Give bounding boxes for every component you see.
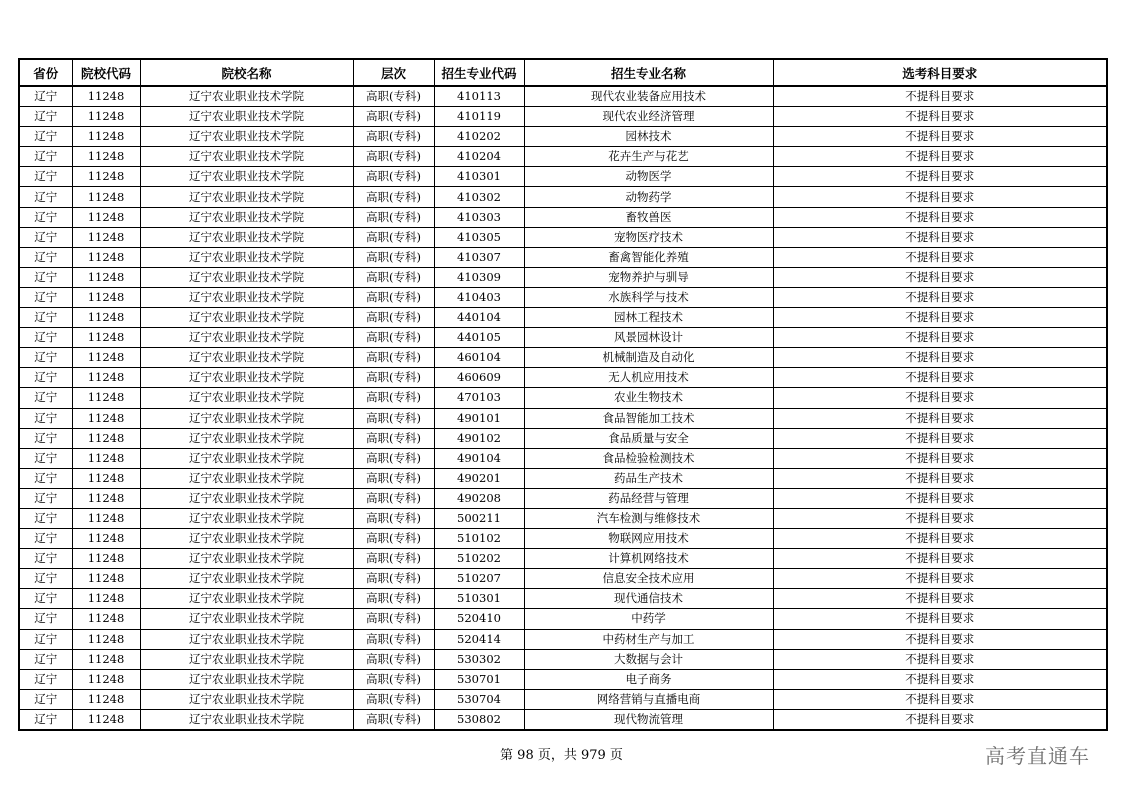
cell-school-code: 11248: [72, 589, 140, 609]
cell-major-code: 440104: [434, 308, 524, 328]
cell-subject-requirement: 不提科目要求: [773, 408, 1107, 428]
cell-school-code: 11248: [72, 569, 140, 589]
cell-subject-requirement: 不提科目要求: [773, 529, 1107, 549]
cell-major-name: 宠物养护与驯导: [524, 267, 773, 287]
cell-school-code: 11248: [72, 267, 140, 287]
cell-school-code: 11248: [72, 689, 140, 709]
table-row: [19, 428, 1107, 448]
cell-subject-requirement: 不提科目要求: [773, 689, 1107, 709]
cell-level: 高职(专科): [353, 428, 434, 448]
table-row: [19, 468, 1107, 488]
table-row: [19, 147, 1107, 167]
cell-school-name: 辽宁农业职业技术学院: [140, 569, 353, 589]
cell-level: 高职(专科): [353, 86, 434, 107]
cell-subject-requirement: 不提科目要求: [773, 227, 1107, 247]
cell-province: 辽宁: [19, 529, 72, 549]
table-row: [19, 669, 1107, 689]
cell-level: 高职(专科): [353, 669, 434, 689]
cell-subject-requirement: 不提科目要求: [773, 709, 1107, 730]
cell-major-code: 530701: [434, 669, 524, 689]
cell-school-code: 11248: [72, 468, 140, 488]
cell-major-name: 无人机应用技术: [524, 368, 773, 388]
cell-school-name: 辽宁农业职业技术学院: [140, 368, 353, 388]
cell-school-name: 辽宁农业职业技术学院: [140, 167, 353, 187]
cell-major-code: 530302: [434, 649, 524, 669]
cell-province: 辽宁: [19, 107, 72, 127]
cell-major-code: 510301: [434, 589, 524, 609]
cell-school-name: 辽宁农业职业技术学院: [140, 308, 353, 328]
table-row: [19, 549, 1107, 569]
cell-level: 高职(专科): [353, 207, 434, 227]
cell-subject-requirement: 不提科目要求: [773, 609, 1107, 629]
table-row: [19, 328, 1107, 348]
cell-subject-requirement: 不提科目要求: [773, 147, 1107, 167]
cell-school-name: 辽宁农业职业技术学院: [140, 388, 353, 408]
table-row: [19, 368, 1107, 388]
cell-major-name: 计算机网络技术: [524, 549, 773, 569]
cell-school-code: 11248: [72, 609, 140, 629]
cell-school-name: 辽宁农业职业技术学院: [140, 649, 353, 669]
cell-major-name: 水族科学与技术: [524, 287, 773, 307]
cell-level: 高职(专科): [353, 649, 434, 669]
table-row: [19, 649, 1107, 669]
cell-school-code: 11248: [72, 428, 140, 448]
cell-subject-requirement: 不提科目要求: [773, 267, 1107, 287]
cell-major-name: 园林工程技术: [524, 308, 773, 328]
cell-major-name: 食品检验检测技术: [524, 448, 773, 468]
cell-school-code: 11248: [72, 247, 140, 267]
cell-province: 辽宁: [19, 669, 72, 689]
cell-major-name: 现代农业经济管理: [524, 107, 773, 127]
cell-province: 辽宁: [19, 549, 72, 569]
cell-major-code: 440105: [434, 328, 524, 348]
table-row: [19, 508, 1107, 528]
cell-major-code: 410119: [434, 107, 524, 127]
cell-province: 辽宁: [19, 388, 72, 408]
cell-subject-requirement: 不提科目要求: [773, 207, 1107, 227]
cell-major-code: 460609: [434, 368, 524, 388]
cell-level: 高职(专科): [353, 549, 434, 569]
cell-school-code: 11248: [72, 488, 140, 508]
cell-major-name: 药品生产技术: [524, 468, 773, 488]
cell-province: 辽宁: [19, 127, 72, 147]
cell-province: 辽宁: [19, 709, 72, 730]
table-row: [19, 348, 1107, 368]
cell-province: 辽宁: [19, 167, 72, 187]
cell-major-code: 530802: [434, 709, 524, 730]
cell-level: 高职(专科): [353, 468, 434, 488]
cell-school-code: 11248: [72, 709, 140, 730]
cell-school-code: 11248: [72, 308, 140, 328]
header-major-name: 招生专业名称: [524, 59, 773, 86]
table-row: [19, 308, 1107, 328]
cell-province: 辽宁: [19, 508, 72, 528]
cell-major-code: 410204: [434, 147, 524, 167]
cell-major-name: 药品经营与管理: [524, 488, 773, 508]
cell-major-code: 510102: [434, 529, 524, 549]
cell-major-code: 490104: [434, 448, 524, 468]
table-row: [19, 589, 1107, 609]
header-major-code: 招生专业代码: [434, 59, 524, 86]
cell-major-code: 510202: [434, 549, 524, 569]
table-row: [19, 569, 1107, 589]
cell-major-code: 410113: [434, 86, 524, 107]
cell-province: 辽宁: [19, 689, 72, 709]
cell-major-name: 园林技术: [524, 127, 773, 147]
cell-major-code: 470103: [434, 388, 524, 408]
cell-subject-requirement: 不提科目要求: [773, 328, 1107, 348]
cell-level: 高职(专科): [353, 529, 434, 549]
cell-major-name: 机械制造及自动化: [524, 348, 773, 368]
cell-school-name: 辽宁农业职业技术学院: [140, 669, 353, 689]
cell-school-code: 11248: [72, 669, 140, 689]
cell-subject-requirement: 不提科目要求: [773, 127, 1107, 147]
table-row: [19, 388, 1107, 408]
cell-school-name: 辽宁农业职业技术学院: [140, 107, 353, 127]
cell-province: 辽宁: [19, 569, 72, 589]
cell-province: 辽宁: [19, 287, 72, 307]
cell-major-name: 食品质量与安全: [524, 428, 773, 448]
cell-level: 高职(专科): [353, 508, 434, 528]
cell-major-code: 460104: [434, 348, 524, 368]
cell-school-name: 辽宁农业职业技术学院: [140, 488, 353, 508]
cell-school-name: 辽宁农业职业技术学院: [140, 428, 353, 448]
cell-level: 高职(专科): [353, 167, 434, 187]
cell-subject-requirement: 不提科目要求: [773, 107, 1107, 127]
cell-major-code: 490201: [434, 468, 524, 488]
table-header-row: [19, 59, 1107, 86]
cell-subject-requirement: 不提科目要求: [773, 86, 1107, 107]
cell-school-code: 11248: [72, 147, 140, 167]
cell-school-code: 11248: [72, 508, 140, 528]
header-level: 层次: [353, 59, 434, 86]
table-row: [19, 187, 1107, 207]
cell-major-code: 520410: [434, 609, 524, 629]
cell-province: 辽宁: [19, 649, 72, 669]
cell-major-code: 490102: [434, 428, 524, 448]
cell-level: 高职(专科): [353, 227, 434, 247]
cell-school-name: 辽宁农业职业技术学院: [140, 468, 353, 488]
cell-level: 高职(专科): [353, 609, 434, 629]
cell-major-code: 410403: [434, 287, 524, 307]
cell-level: 高职(专科): [353, 247, 434, 267]
table-row: [19, 609, 1107, 629]
cell-major-code: 410309: [434, 267, 524, 287]
cell-subject-requirement: 不提科目要求: [773, 629, 1107, 649]
cell-level: 高职(专科): [353, 689, 434, 709]
cell-school-code: 11248: [72, 448, 140, 468]
cell-level: 高职(专科): [353, 308, 434, 328]
table-row: [19, 167, 1107, 187]
cell-school-code: 11248: [72, 348, 140, 368]
table-row: [19, 709, 1107, 730]
cell-school-code: 11248: [72, 649, 140, 669]
cell-school-name: 辽宁农业职业技术学院: [140, 207, 353, 227]
cell-school-name: 辽宁农业职业技术学院: [140, 408, 353, 428]
cell-school-name: 辽宁农业职业技术学院: [140, 529, 353, 549]
cell-level: 高职(专科): [353, 589, 434, 609]
cell-province: 辽宁: [19, 147, 72, 167]
cell-major-name: 动物医学: [524, 167, 773, 187]
cell-school-name: 辽宁农业职业技术学院: [140, 448, 353, 468]
cell-major-name: 风景园林设计: [524, 328, 773, 348]
cell-province: 辽宁: [19, 207, 72, 227]
table-row: [19, 488, 1107, 508]
cell-subject-requirement: 不提科目要求: [773, 468, 1107, 488]
table-row: [19, 127, 1107, 147]
cell-subject-requirement: 不提科目要求: [773, 589, 1107, 609]
cell-major-code: 510207: [434, 569, 524, 589]
cell-province: 辽宁: [19, 247, 72, 267]
cell-level: 高职(专科): [353, 629, 434, 649]
table-row: [19, 448, 1107, 468]
table-row: [19, 689, 1107, 709]
table-row: [19, 267, 1107, 287]
cell-province: 辽宁: [19, 609, 72, 629]
page-number: 第 98 页，共 979 页: [500, 748, 623, 763]
table-row: [19, 529, 1107, 549]
cell-school-code: 11248: [72, 549, 140, 569]
cell-major-name: 信息安全技术应用: [524, 569, 773, 589]
cell-subject-requirement: 不提科目要求: [773, 448, 1107, 468]
cell-subject-requirement: 不提科目要求: [773, 167, 1107, 187]
cell-school-name: 辽宁农业职业技术学院: [140, 549, 353, 569]
table-row: [19, 247, 1107, 267]
cell-major-name: 电子商务: [524, 669, 773, 689]
cell-major-name: 中药材生产与加工: [524, 629, 773, 649]
cell-major-name: 现代物流管理: [524, 709, 773, 730]
cell-level: 高职(专科): [353, 328, 434, 348]
table-row: [19, 207, 1107, 227]
table-body: [19, 86, 1107, 730]
cell-subject-requirement: 不提科目要求: [773, 649, 1107, 669]
cell-major-name: 汽车检测与维修技术: [524, 508, 773, 528]
cell-level: 高职(专科): [353, 267, 434, 287]
cell-province: 辽宁: [19, 187, 72, 207]
cell-major-name: 农业生物技术: [524, 388, 773, 408]
cell-level: 高职(专科): [353, 187, 434, 207]
table-row: [19, 287, 1107, 307]
cell-province: 辽宁: [19, 267, 72, 287]
cell-subject-requirement: 不提科目要求: [773, 368, 1107, 388]
cell-school-name: 辽宁农业职业技术学院: [140, 187, 353, 207]
watermark-text: 高考直通车: [985, 744, 1090, 768]
cell-major-code: 410303: [434, 207, 524, 227]
cell-major-code: 410301: [434, 167, 524, 187]
cell-level: 高职(专科): [353, 408, 434, 428]
cell-school-code: 11248: [72, 328, 140, 348]
cell-school-name: 辽宁农业职业技术学院: [140, 147, 353, 167]
table-row: [19, 227, 1107, 247]
cell-level: 高职(专科): [353, 448, 434, 468]
admissions-table: [18, 58, 1108, 731]
cell-major-code: 530704: [434, 689, 524, 709]
cell-school-name: 辽宁农业职业技术学院: [140, 589, 353, 609]
cell-school-code: 11248: [72, 529, 140, 549]
cell-major-name: 大数据与会计: [524, 649, 773, 669]
cell-school-code: 11248: [72, 86, 140, 107]
cell-school-code: 11248: [72, 629, 140, 649]
cell-major-name: 中药学: [524, 609, 773, 629]
cell-school-name: 辽宁农业职业技术学院: [140, 609, 353, 629]
cell-subject-requirement: 不提科目要求: [773, 308, 1107, 328]
cell-school-name: 辽宁农业职业技术学院: [140, 508, 353, 528]
cell-level: 高职(专科): [353, 388, 434, 408]
cell-province: 辽宁: [19, 308, 72, 328]
cell-school-name: 辽宁农业职业技术学院: [140, 689, 353, 709]
cell-major-name: 花卉生产与花艺: [524, 147, 773, 167]
cell-school-code: 11248: [72, 287, 140, 307]
cell-province: 辽宁: [19, 86, 72, 107]
cell-school-code: 11248: [72, 207, 140, 227]
cell-major-code: 410202: [434, 127, 524, 147]
cell-subject-requirement: 不提科目要求: [773, 388, 1107, 408]
cell-subject-requirement: 不提科目要求: [773, 247, 1107, 267]
cell-subject-requirement: 不提科目要求: [773, 508, 1107, 528]
cell-level: 高职(专科): [353, 368, 434, 388]
table-row: [19, 408, 1107, 428]
cell-school-name: 辽宁农业职业技术学院: [140, 328, 353, 348]
cell-subject-requirement: 不提科目要求: [773, 669, 1107, 689]
cell-major-code: 520414: [434, 629, 524, 649]
cell-school-name: 辽宁农业职业技术学院: [140, 247, 353, 267]
cell-subject-requirement: 不提科目要求: [773, 348, 1107, 368]
table-row: [19, 86, 1107, 107]
cell-major-name: 动物药学: [524, 187, 773, 207]
cell-major-name: 食品智能加工技术: [524, 408, 773, 428]
cell-school-code: 11248: [72, 368, 140, 388]
cell-school-code: 11248: [72, 408, 140, 428]
cell-province: 辽宁: [19, 468, 72, 488]
cell-subject-requirement: 不提科目要求: [773, 549, 1107, 569]
cell-major-code: 410307: [434, 247, 524, 267]
cell-school-code: 11248: [72, 127, 140, 147]
header-subject-requirement: 选考科目要求: [773, 59, 1107, 86]
cell-school-code: 11248: [72, 187, 140, 207]
cell-school-code: 11248: [72, 107, 140, 127]
cell-province: 辽宁: [19, 488, 72, 508]
cell-province: 辽宁: [19, 368, 72, 388]
cell-major-name: 现代农业装备应用技术: [524, 86, 773, 107]
table-row: [19, 629, 1107, 649]
cell-level: 高职(专科): [353, 127, 434, 147]
header-school-code: 院校代码: [72, 59, 140, 86]
cell-major-name: 现代通信技术: [524, 589, 773, 609]
cell-province: 辽宁: [19, 227, 72, 247]
cell-province: 辽宁: [19, 589, 72, 609]
cell-province: 辽宁: [19, 328, 72, 348]
cell-major-code: 490101: [434, 408, 524, 428]
cell-subject-requirement: 不提科目要求: [773, 569, 1107, 589]
cell-level: 高职(专科): [353, 147, 434, 167]
cell-school-name: 辽宁农业职业技术学院: [140, 227, 353, 247]
cell-school-name: 辽宁农业职业技术学院: [140, 709, 353, 730]
cell-school-name: 辽宁农业职业技术学院: [140, 287, 353, 307]
cell-major-name: 物联网应用技术: [524, 529, 773, 549]
cell-province: 辽宁: [19, 408, 72, 428]
cell-school-name: 辽宁农业职业技术学院: [140, 127, 353, 147]
cell-level: 高职(专科): [353, 287, 434, 307]
cell-school-name: 辽宁农业职业技术学院: [140, 267, 353, 287]
cell-subject-requirement: 不提科目要求: [773, 488, 1107, 508]
cell-province: 辽宁: [19, 629, 72, 649]
cell-school-name: 辽宁农业职业技术学院: [140, 348, 353, 368]
cell-major-name: 网络营销与直播电商: [524, 689, 773, 709]
header-school-name: 院校名称: [140, 59, 353, 86]
cell-major-code: 410305: [434, 227, 524, 247]
cell-major-code: 500211: [434, 508, 524, 528]
cell-level: 高职(专科): [353, 348, 434, 368]
cell-subject-requirement: 不提科目要求: [773, 428, 1107, 448]
cell-major-name: 畜牧兽医: [524, 207, 773, 227]
cell-subject-requirement: 不提科目要求: [773, 287, 1107, 307]
header-province: 省份: [19, 59, 72, 86]
cell-major-name: 畜禽智能化养殖: [524, 247, 773, 267]
cell-province: 辽宁: [19, 428, 72, 448]
cell-school-code: 11248: [72, 388, 140, 408]
cell-school-code: 11248: [72, 227, 140, 247]
cell-school-name: 辽宁农业职业技术学院: [140, 86, 353, 107]
cell-province: 辽宁: [19, 348, 72, 368]
cell-school-name: 辽宁农业职业技术学院: [140, 629, 353, 649]
cell-subject-requirement: 不提科目要求: [773, 187, 1107, 207]
cell-school-code: 11248: [72, 167, 140, 187]
cell-major-code: 490208: [434, 488, 524, 508]
table-row: [19, 107, 1107, 127]
cell-level: 高职(专科): [353, 107, 434, 127]
cell-level: 高职(专科): [353, 569, 434, 589]
cell-major-name: 宠物医疗技术: [524, 227, 773, 247]
cell-level: 高职(专科): [353, 488, 434, 508]
cell-major-code: 410302: [434, 187, 524, 207]
cell-level: 高职(专科): [353, 709, 434, 730]
cell-province: 辽宁: [19, 448, 72, 468]
